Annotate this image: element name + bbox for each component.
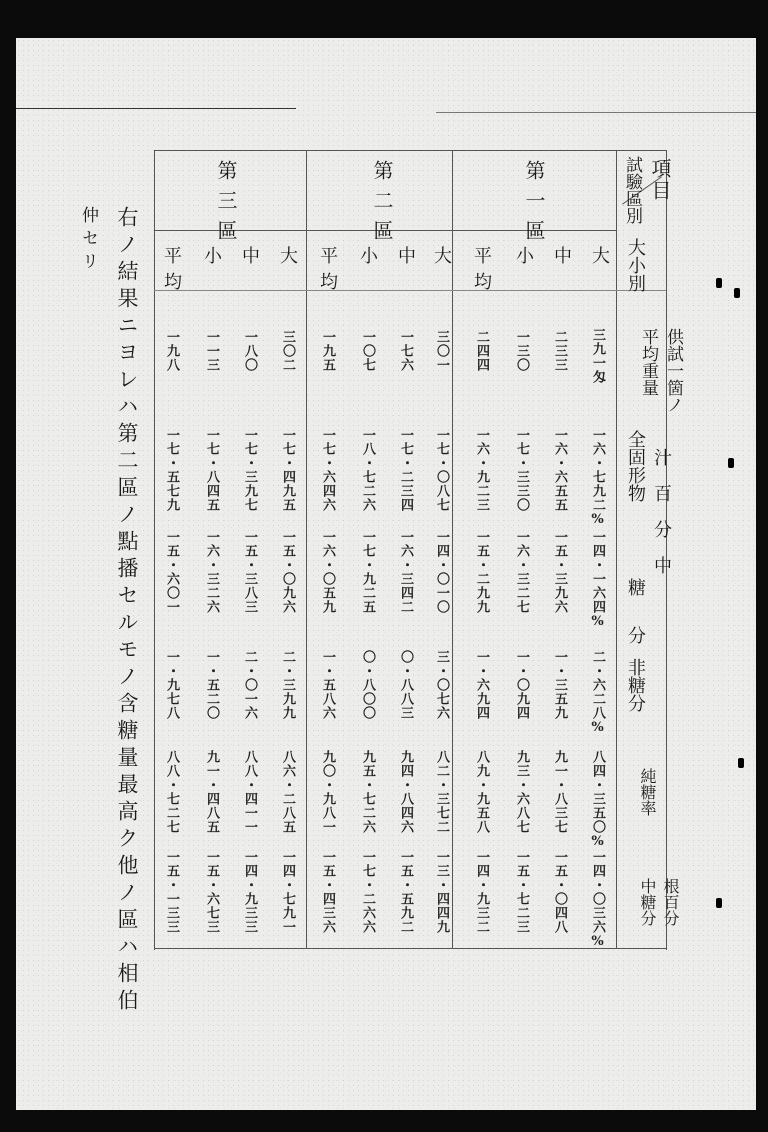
g3-r2-weight: 一八〇 (242, 330, 257, 372)
g1-r3-sugar: 一六・三二七 (514, 530, 529, 614)
binding-mark (734, 288, 740, 298)
g3-r1-sugar: 一五・〇九六 (280, 530, 295, 614)
g1-r3-nonsugar: 一・〇九四 (514, 650, 529, 720)
juice-header: 汁百分中 (651, 448, 672, 592)
g3-r2-sugar: 一五・三八三 (242, 530, 257, 614)
g2-r4-solids: 一七・六四六 (320, 428, 335, 512)
g2-r4-root: 一五・四三六 (320, 850, 335, 934)
g1-r4-nonsugar: 一・六九四 (474, 650, 489, 720)
g1-r3-purity: 九三・六八七 (514, 750, 529, 834)
g1-r1-nonsugar: 二・六二八% (590, 650, 605, 736)
weight-header: 供試一箇ノ平均重量 (638, 328, 683, 413)
g1-size-large: 大 (589, 246, 610, 264)
table-left-border (154, 150, 155, 950)
g3-r2-purity: 八八・四一一 (242, 750, 257, 834)
binding-mark (716, 278, 722, 288)
g3-size-medium: 中 (239, 246, 260, 264)
g1-r3-solids: 一七・三三〇 (514, 428, 529, 512)
g1-size-average: 平均 (471, 246, 492, 298)
g1-r2-solids: 一六・六五五 (552, 428, 567, 512)
root-header: 根百分中糖分 (638, 878, 680, 926)
g3-r4-nonsugar: 一・九七八 (164, 650, 179, 720)
g2-r2-solids: 一七・二三四 (398, 428, 413, 512)
g2-r1-purity: 八二・三七二 (434, 750, 449, 834)
g2-r3-solids: 一八・七二六 (360, 428, 375, 512)
binding-mark (716, 898, 722, 908)
table-top-border (154, 150, 666, 151)
g1-r2-weight: 二三三 (552, 330, 567, 372)
g2-size-small: 小 (357, 246, 378, 264)
g2-r4-sugar: 一六・〇五九 (320, 530, 335, 614)
g3-size-small: 小 (201, 246, 222, 264)
g3-size-average: 平均 (161, 246, 182, 298)
g1-r2-purity: 九一・八三七 (552, 750, 567, 834)
body-paragraph-line-2: 仲セリ (78, 206, 98, 275)
g2-r3-nonsugar: 〇・八〇〇 (360, 650, 375, 720)
g3-r1-nonsugar: 二・三九九 (280, 650, 295, 720)
solids-header: 全固形物 (625, 430, 646, 502)
corner-bottom-label: 試驗區別 (622, 156, 642, 224)
g2-size-medium: 中 (395, 246, 416, 264)
g2-r1-solids: 一七・〇八七 (434, 428, 449, 512)
g3-size-large: 大 (277, 246, 298, 264)
g1-r4-purity: 八九・九五八 (474, 750, 489, 834)
g3-r2-nonsugar: 二・〇一六 (242, 650, 257, 720)
g3-r3-root: 一五・六七三 (204, 850, 219, 934)
corner-top-label: 項目 (648, 158, 672, 202)
g1-r2-root: 一五・〇四八 (552, 850, 567, 934)
g3-r4-purity: 八八・七二七 (164, 750, 179, 834)
g1-r2-sugar: 一五・三九六 (552, 530, 567, 614)
g3-r4-solids: 一七・五七九 (164, 428, 179, 512)
body-paragraph-line-1: 右ノ結果ニヨレハ第二區ノ點播セルモノ含糖量最高ク他ノ區ハ相伯 (115, 206, 139, 1016)
g2-r3-root: 一七・二六六 (360, 850, 375, 934)
g3-r3-nonsugar: 一・五二〇 (204, 650, 219, 720)
g2-r2-root: 一五・五九二 (398, 850, 413, 934)
document-page (16, 38, 756, 1110)
g3-r1-root: 一四・七九一 (280, 850, 295, 934)
purity-header: 純糖率 (638, 768, 657, 816)
g2-r3-sugar: 一七・九二五 (360, 530, 375, 614)
g3-r4-root: 一五・一三三 (164, 850, 179, 934)
g1-r4-sugar: 一五・二九九 (474, 530, 489, 614)
top-rule (16, 108, 296, 109)
g2-r1-weight: 三〇一 (434, 330, 449, 372)
g3-r2-root: 一四・九三三 (242, 850, 257, 934)
size-column-line (154, 290, 666, 291)
g2-r3-weight: 一〇七 (360, 330, 375, 372)
g2-r4-purity: 九〇・九八一 (320, 750, 335, 834)
g1-r1-root: 一四・〇三六% (590, 850, 605, 950)
g2-r4-weight: 一九五 (320, 330, 335, 372)
g3-r3-solids: 一七・八四五 (204, 428, 219, 512)
g1-r1-solids: 一六・七九二% (590, 428, 605, 528)
header-column-line (616, 150, 617, 948)
size-header: 大小別 (625, 238, 646, 292)
binding-mark (738, 758, 744, 768)
g1-size-small: 小 (513, 246, 534, 264)
g2-r2-nonsugar: 〇・八八三 (398, 650, 413, 720)
g1-r4-solids: 一六・九二三 (474, 428, 489, 512)
g1-r3-weight: 一三〇 (514, 330, 529, 372)
g1-r2-nonsugar: 一・三五九 (552, 650, 567, 720)
g3-r1-weight: 三〇二 (280, 330, 295, 372)
g1-r1-weight: 三九一匁 (590, 328, 605, 384)
g1-size-medium: 中 (551, 246, 572, 264)
g1-r1-sugar: 一四・一六四% (590, 530, 605, 630)
g2-r2-weight: 一七六 (398, 330, 413, 372)
group-divider-2 (306, 150, 307, 948)
g2-r1-nonsugar: 三・〇七六 (434, 650, 449, 720)
g2-r2-purity: 九四・八四六 (398, 750, 413, 834)
g3-r4-weight: 一九八 (164, 330, 179, 372)
g1-r1-purity: 八四・三五〇% (590, 750, 605, 850)
group-label-1: 第一區 (522, 160, 546, 250)
g1-r4-weight: 二四四 (474, 330, 489, 372)
g3-r2-solids: 一七・三九七 (242, 428, 257, 512)
g1-r3-root: 一五・七二三 (514, 850, 529, 934)
g2-r1-root: 一三・四四九 (434, 850, 449, 934)
g3-r3-sugar: 一六・三二六 (204, 530, 219, 614)
nonsugar-header: 非糖分 (625, 658, 646, 712)
sugar-header: 糖分 (625, 578, 646, 674)
g2-r4-nonsugar: 一・五八六 (320, 650, 335, 720)
binding-mark (728, 458, 734, 468)
g2-size-average: 平均 (317, 246, 338, 298)
group-label-2: 第二區 (370, 160, 394, 250)
g1-r4-root: 一四・九三二 (474, 850, 489, 934)
g3-r3-purity: 九一・四八五 (204, 750, 219, 834)
g2-size-large: 大 (431, 246, 452, 264)
g2-r3-purity: 九五・七二六 (360, 750, 375, 834)
g2-r2-sugar: 一六・三四二 (398, 530, 413, 614)
group-label-3: 第三區 (214, 160, 238, 250)
g3-r4-sugar: 一五・六〇一 (164, 530, 179, 614)
g3-r3-weight: 一一三 (204, 330, 219, 372)
group-divider-1 (452, 150, 453, 948)
g2-r1-sugar: 一四・〇一〇 (434, 530, 449, 614)
g3-r1-purity: 八六・二八五 (280, 750, 295, 834)
g3-r1-solids: 一七・四九五 (280, 428, 295, 512)
top-rule-right (436, 112, 756, 113)
